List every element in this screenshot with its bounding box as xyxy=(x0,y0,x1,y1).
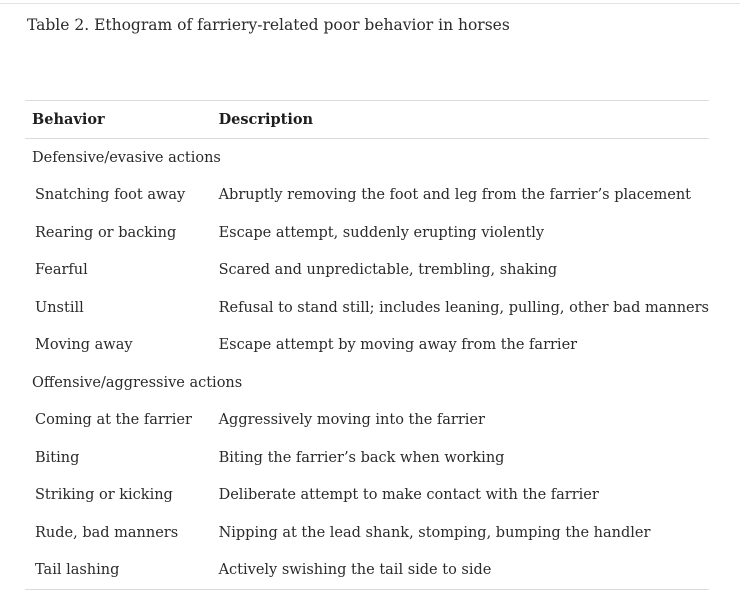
behavior-cell: Coming at the farrier xyxy=(35,412,192,429)
description-cell: Biting the farrier’s back when working xyxy=(218,449,505,466)
group-row-defensive xyxy=(25,139,709,177)
description-cell: Escape attempt by moving away from the farrier xyxy=(218,337,578,354)
description-cell: Nipping at the lead shank, stomping, bumping the handler xyxy=(218,524,651,541)
table-header-row xyxy=(25,101,709,139)
behavior-cell: Snatching foot away xyxy=(35,187,186,204)
table-row xyxy=(25,514,709,552)
description-column-header: Description xyxy=(219,101,709,139)
table-row xyxy=(25,402,709,440)
ethogram-table xyxy=(25,100,709,590)
behavior-cell: Moving away xyxy=(35,337,133,354)
behavior-cell: Biting xyxy=(35,449,80,466)
table-row xyxy=(25,439,709,477)
description-cell: Escape attempt, suddenly erupting violently xyxy=(218,224,545,241)
behavior-cell: Tail lashing xyxy=(25,552,219,590)
behavior-cell: Unstill xyxy=(35,299,84,316)
description-cell: Abruptly removing the foot and leg from the farrier’s placement xyxy=(218,187,691,204)
behavior-column-header: Behavior xyxy=(25,101,219,139)
table-row xyxy=(25,252,709,290)
description-cell: Deliberate attempt to make contact with the farrier xyxy=(218,487,599,504)
table-row xyxy=(25,289,709,327)
table-row xyxy=(25,552,709,590)
group-label: Defensive/evasive actions xyxy=(32,149,221,166)
behavior-cell: Rude, bad manners xyxy=(35,524,179,541)
description-cell: Aggressively moving into the farrier xyxy=(218,412,485,429)
table-row xyxy=(25,214,709,252)
table-row xyxy=(25,477,709,515)
behavior-cell: Striking or kicking xyxy=(35,487,173,504)
table-caption: Table 2. Ethogram of farriery-related poor behavior in horses xyxy=(27,16,510,34)
behavior-cell: Fearful xyxy=(35,262,88,279)
table-row xyxy=(25,327,709,365)
group-label: Offensive/aggressive actions xyxy=(32,374,243,391)
behavior-cell: Rearing or backing xyxy=(35,224,177,241)
table-row xyxy=(25,177,709,215)
top-divider xyxy=(0,3,740,4)
description-cell: Actively swishing the tail side to side xyxy=(219,552,709,590)
description-cell: Scared and unpredictable, trembling, shaking xyxy=(218,262,558,279)
description-cell: Refusal to stand still; includes leaning, pulling, other bad manners xyxy=(218,299,709,316)
group-row-offensive xyxy=(25,364,709,402)
